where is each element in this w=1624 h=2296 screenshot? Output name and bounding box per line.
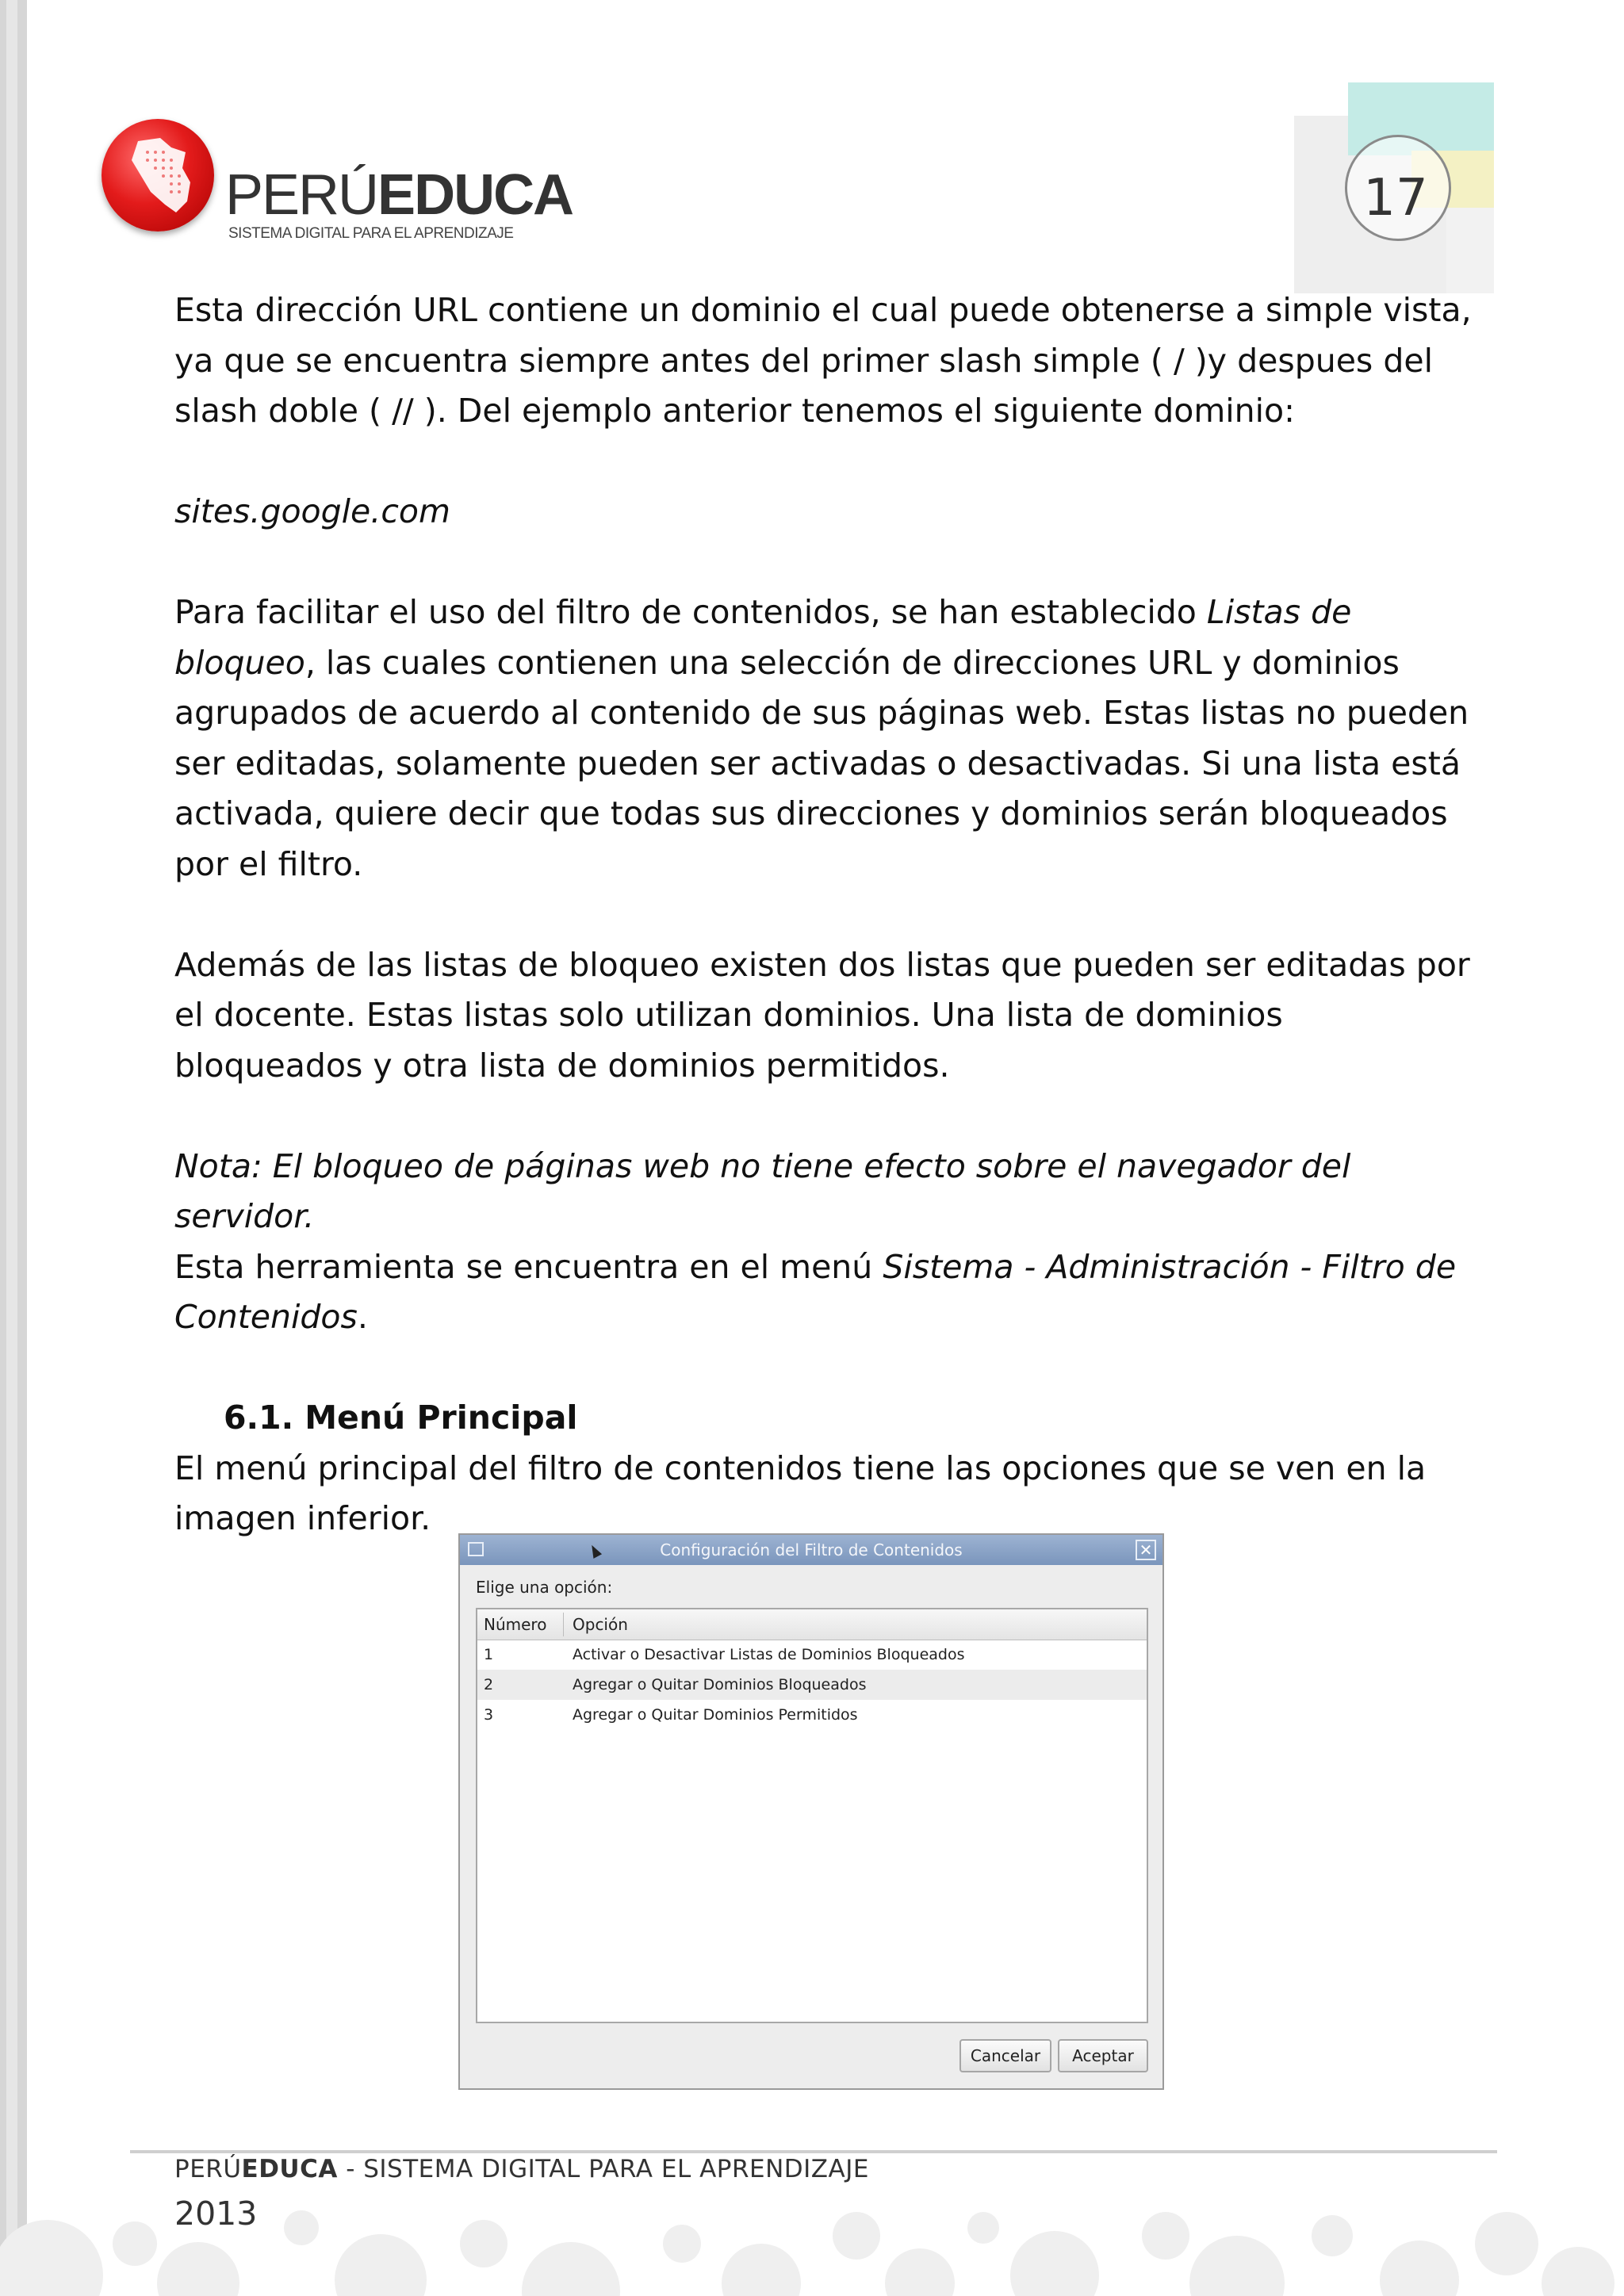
peru-educa-logo (102, 119, 573, 246)
paragraph-line: Esta dirección URL contiene un dominio el cual puede obtenerse a simple vista, (174, 291, 1472, 329)
row-number: 1 (484, 1646, 494, 1663)
logo-wordmark: PERÚEDUCA (225, 163, 573, 227)
section-heading (224, 1393, 1459, 1444)
paragraph-line: bloqueo, las cuales contienen una selección de direcciones URL y dominios (174, 643, 1400, 682)
footer-brand: PERÚEDUCA - SISTEMA DIGITAL PARA EL APRENDIZAJE (174, 2155, 869, 2183)
paragraph-line: ser editadas, solamente pueden ser activadas o desactivadas. Si una lista está (174, 744, 1461, 783)
paragraph-line: imagen inferior. (174, 1499, 431, 1537)
peru-map-shape (124, 136, 195, 216)
document-body (174, 285, 1472, 1544)
list-item[interactable] (477, 1670, 1147, 1700)
domain-example: sites.google.com (174, 492, 450, 530)
left-margin-bar-inner (6, 0, 17, 2296)
filter-config-dialog (458, 1533, 1164, 2090)
paragraph-line: Contenidos. (174, 1298, 368, 1336)
dialog-prompt: Elige una opción: (476, 1578, 613, 1597)
list-item[interactable] (477, 1640, 1147, 1670)
section-title: Menú Principal (304, 1399, 578, 1437)
column-header-option[interactable]: Opción (573, 1615, 628, 1634)
page-number: 17 (1363, 169, 1428, 228)
column-header-number[interactable]: Número (484, 1615, 547, 1634)
accept-button[interactable]: Aceptar (1058, 2039, 1148, 2072)
row-option: Agregar o Quitar Dominios Permitidos (573, 1706, 858, 1724)
row-number: 2 (484, 1676, 494, 1693)
row-option: Activar o Desactivar Listas de Dominios Bloqueados (573, 1646, 965, 1663)
list-item[interactable] (477, 1700, 1147, 1730)
corner-decoration-grey (1446, 208, 1494, 293)
row-option: Agregar o Quitar Dominios Bloqueados (573, 1676, 867, 1693)
paragraph-line: slash doble ( // ). Del ejemplo anterior tenemos el siguiente dominio: (174, 392, 1295, 430)
dialog-title: Configuración del Filtro de Contenidos (660, 1540, 963, 1559)
footer-year: 2013 (174, 2195, 258, 2233)
paragraph-line: Esta herramienta se encuentra en el menú Sistema - Administración - Filtro de (174, 1247, 1457, 1286)
footer-rule (130, 2150, 1497, 2153)
options-list[interactable] (476, 1608, 1148, 2023)
paragraph-line: ya que se encuentra siempre antes del primer slash simple ( / )y despues del (174, 341, 1433, 380)
section-number: 6.1. (224, 1399, 294, 1437)
paragraph-line: Además de las listas de bloqueo existen dos listas que pueden ser editadas por (174, 945, 1470, 984)
note-line: Nota: El bloqueo de páginas web no tiene efecto sobre el navegador del (174, 1146, 1351, 1185)
row-number: 3 (484, 1706, 494, 1724)
paragraph-line: Para facilitar el uso del filtro de contenidos, se han establecido Listas de (174, 593, 1352, 631)
paragraph-line: por el filtro. (174, 844, 363, 883)
paragraph-line: El menú principal del filtro de contenidos tiene las opciones que se ven en la (174, 1448, 1427, 1487)
close-icon[interactable]: ✕ (1136, 1540, 1156, 1560)
peru-map-logo-icon (102, 119, 214, 232)
paragraph-line: activada, quiere decir que todas sus direcciones y dominios serán bloqueados (174, 794, 1448, 832)
list-header (477, 1609, 1147, 1640)
column-separator (563, 1613, 564, 1636)
paragraph-line: agrupados de acuerdo al contenido de sus páginas web. Estas listas no pueden (174, 694, 1469, 732)
dialog-titlebar[interactable] (460, 1535, 1162, 1565)
note-line: servidor. (174, 1197, 315, 1235)
paragraph-line: el docente. Estas listas solo utilizan dominios. Una lista de dominios (174, 996, 1283, 1034)
logo-tagline: SISTEMA DIGITAL PARA EL APRENDIZAJE (228, 225, 514, 242)
paragraph-line: bloqueados y otra lista de dominios permitidos. (174, 1046, 950, 1085)
cancel-button[interactable]: Cancelar (959, 2039, 1051, 2072)
